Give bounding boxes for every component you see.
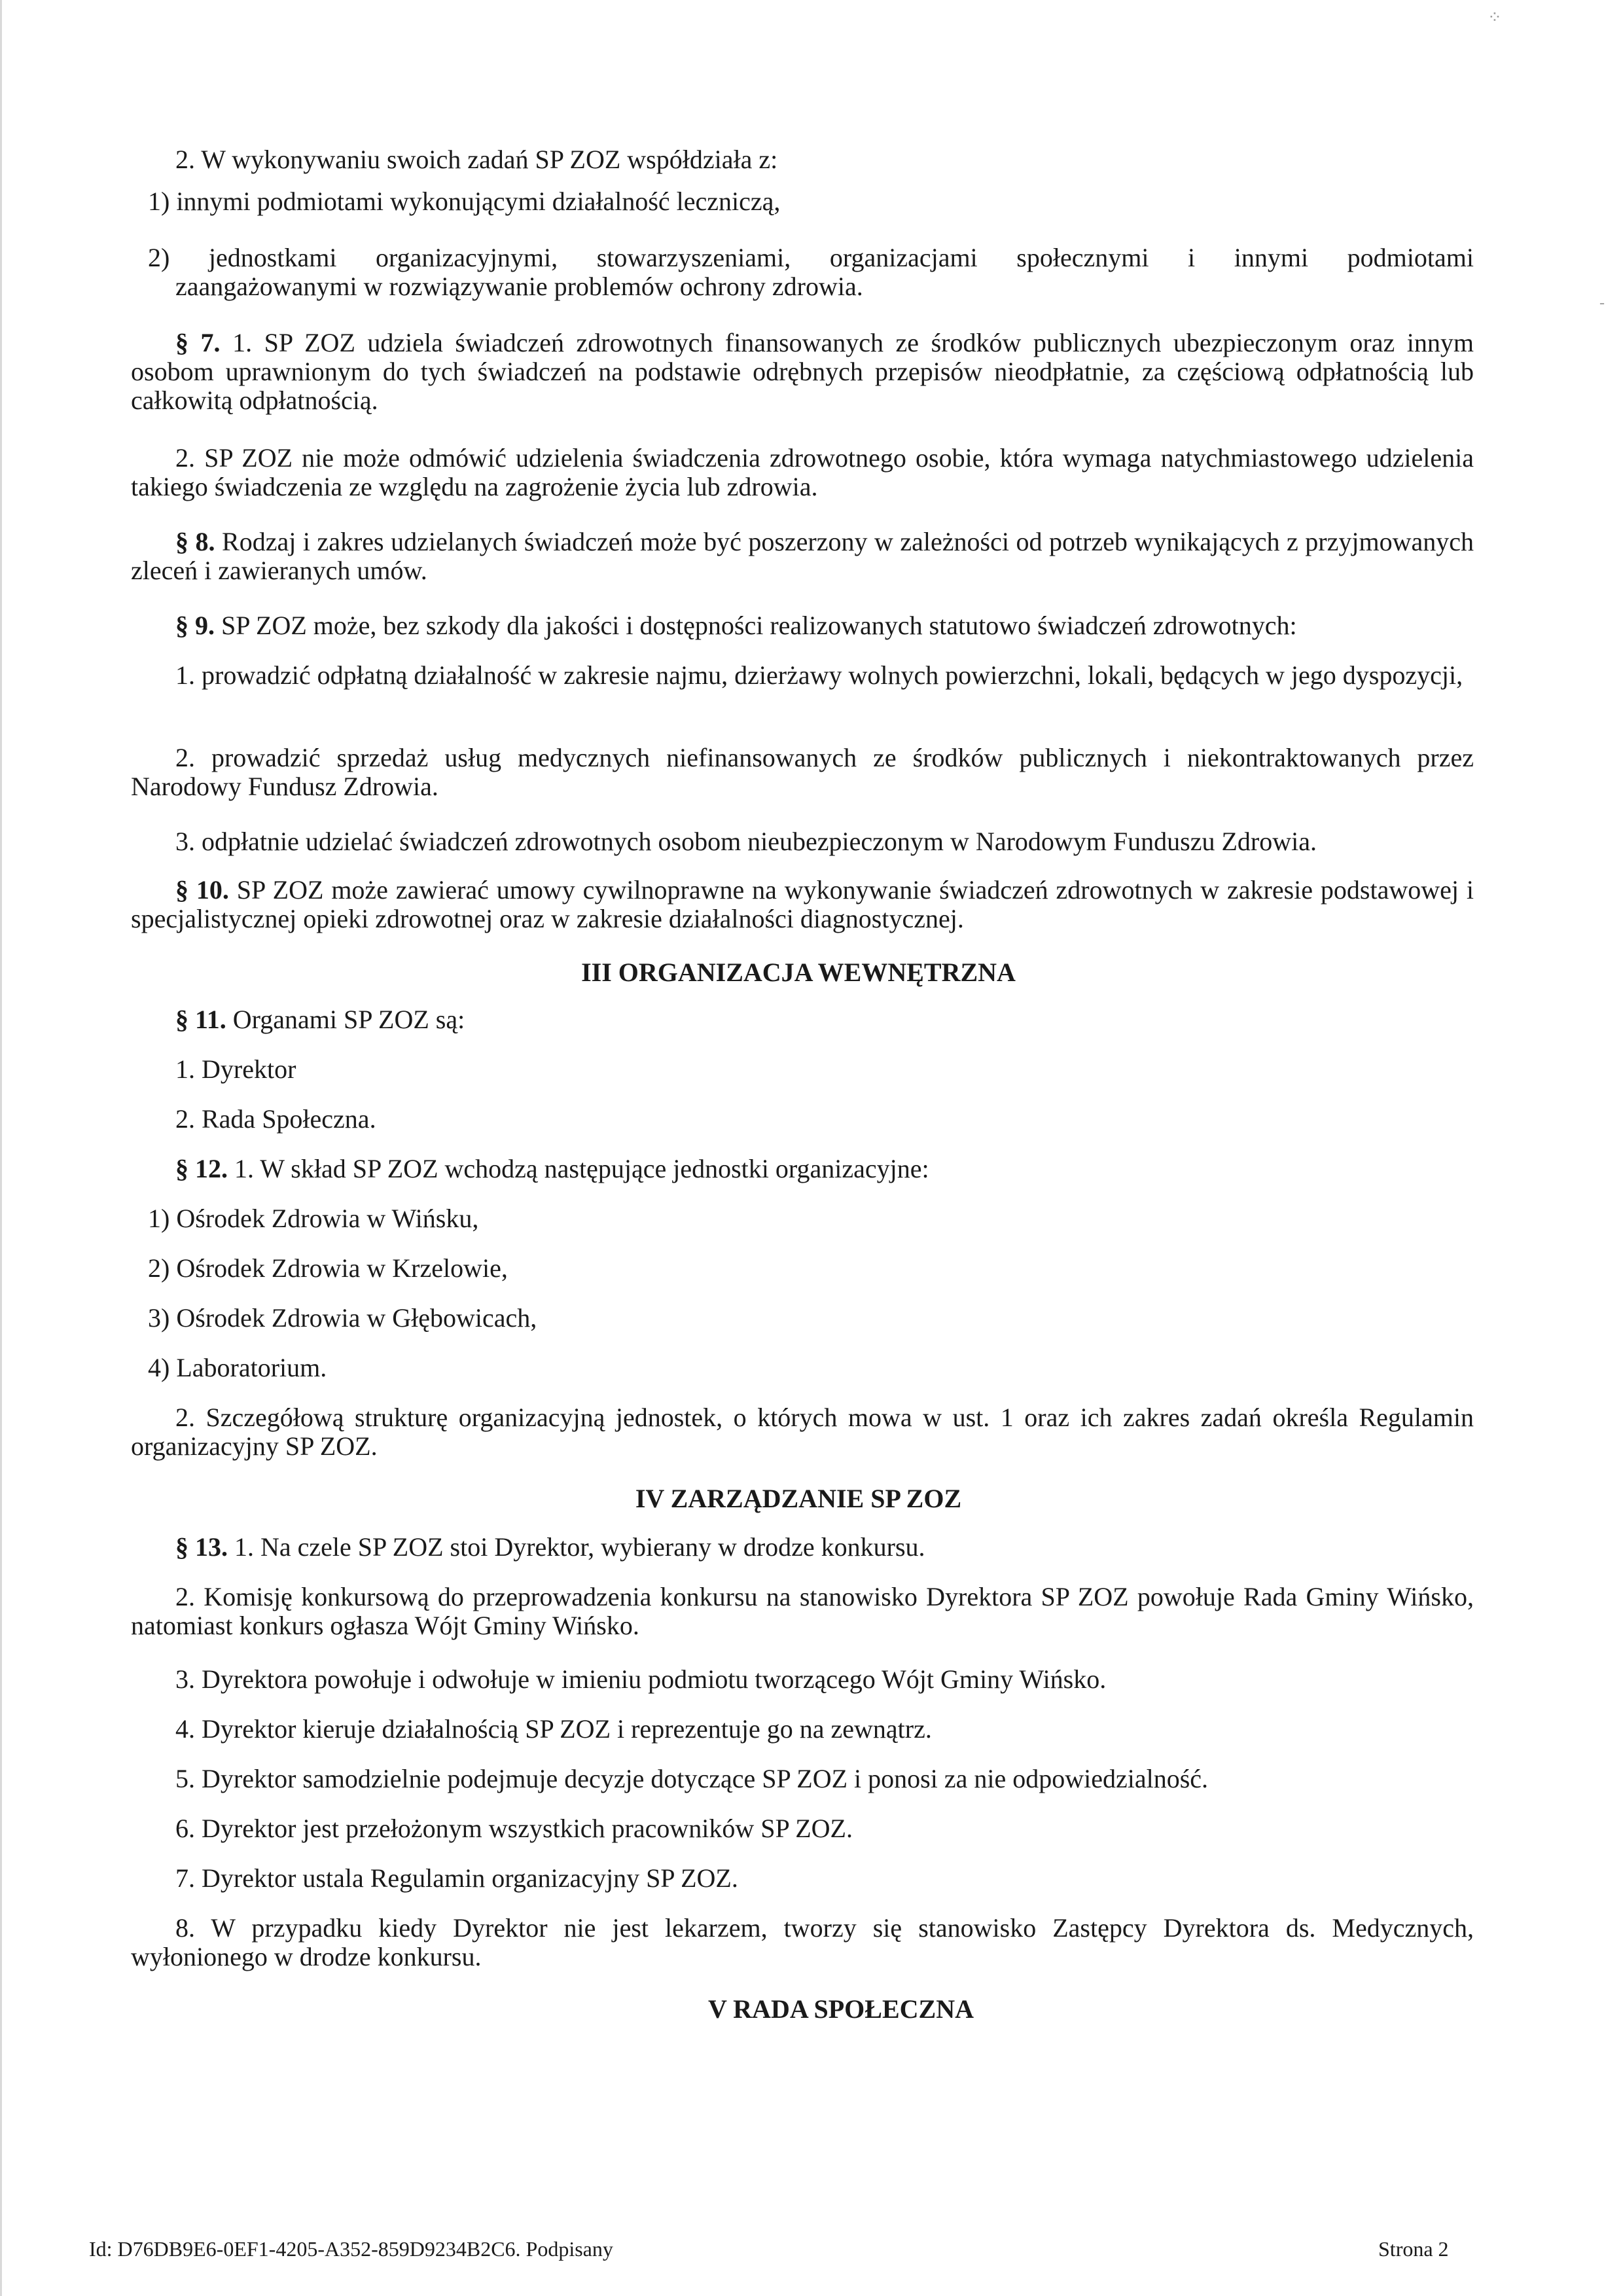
section-9-item-2: 2. prowadzić sprzedaż usług medycznych niefinansowanych ze środków publicznych i niekontraktowanych przez Narodowy Fundusz Zdrowia. bbox=[131, 743, 1474, 801]
section-sign-8: § 8. bbox=[175, 527, 215, 556]
section-9-text: SP ZOZ może, bez szkody dla jakości i dostępności realizowanych statutowo świadczeń zdrowotnych: bbox=[221, 611, 1297, 640]
section-11-paragraph bbox=[175, 1005, 465, 1034]
section-13-paragraph-1 bbox=[175, 1533, 925, 1562]
section-13-paragraph-4: 4. Dyrektor kieruje działalnością SP ZOZ i reprezentuje go na zewnątrz. bbox=[175, 1714, 932, 1744]
list-item-2-1: 1) innymi podmiotami wykonującymi działalność leczniczą, bbox=[148, 187, 781, 216]
heading-zarzadzanie: IV ZARZĄDZANIE SP ZOZ bbox=[635, 1484, 962, 1513]
section-13-paragraph-2: 2. Komisję konkursową do przeprowadzenia konkursu na stanowisko Dyrektora SP ZOZ powołuje Rada Gminy Wińsko, natomiast konkurs ogłasza Wójt Gminy Wińsko. bbox=[131, 1582, 1474, 1640]
section-13-paragraph-8: 8. W przypadku kiedy Dyrektor nie jest lekarzem, tworzy się stanowisko Zastępcy Dyrektora ds. Medycznych, wyłonionego w drodze konkursu. bbox=[131, 1913, 1474, 1971]
list-item-2-2-line1: 2) jednostkami organizacyjnymi, stowarzyszeniami, organizacjami społecznymi i innymi podmiotami bbox=[148, 243, 1474, 272]
section-7-paragraph-2: 2. SP ZOZ nie może odmówić udzielenia świadczenia zdrowotnego osobie, która wymaga natychmiastowego udzielenia takiego świadczenia ze względu na zagrożenie życia lub zdrowia. bbox=[131, 443, 1474, 501]
list-item-2-2-line2: zaangażowanymi w rozwiązywanie problemów ochrony zdrowia. bbox=[175, 272, 863, 301]
section-10-text: SP ZOZ może zawierać umowy cywilnoprawne na wykonywanie świadczeń zdrowotnych w zakresie podstawowej i specjalistycznej opieki zdrowotnej oraz w zakresie działalności diagnostycznej. bbox=[131, 875, 1474, 933]
section-12-paragraph-2: 2. Szczegółową strukturę organizacyjną jednostek, o których mowa w ust. 1 oraz ich zakres zadań określa Regulamin organizacyjny SP ZOZ. bbox=[131, 1403, 1474, 1461]
section-9-item-1: 1. prowadzić odpłatną działalność w zakresie najmu, dzierżawy wolnych powierzchni, lokali, będących w jego dyspozycji, bbox=[175, 660, 1463, 690]
section-7-paragraph-1 bbox=[131, 329, 1474, 415]
section-12-text-1: 1. W skład SP ZOZ wchodzą następujące jednostki organizacyjne: bbox=[234, 1154, 929, 1183]
section-13-paragraph-6: 6. Dyrektor jest przełożonym wszystkich pracowników SP ZOZ. bbox=[175, 1814, 853, 1843]
scan-edge bbox=[0, 0, 2, 2296]
paragraph-2: 2. W wykonywaniu swoich zadań SP ZOZ współdziała z: bbox=[175, 145, 778, 174]
section-13-paragraph-3: 3. Dyrektora powołuje i odwołuje w imieniu podmiotu tworzącego Wójt Gminy Wińsko. bbox=[175, 1664, 1107, 1694]
section-9-paragraph bbox=[131, 611, 1474, 640]
unit-item-4: 4) Laboratorium. bbox=[148, 1353, 327, 1382]
unit-item-3: 3) Ośrodek Zdrowia w Głębowicach, bbox=[148, 1303, 537, 1333]
section-13-paragraph-5: 5. Dyrektor samodzielnie podejmuje decyzje dotyczące SP ZOZ i ponosi za nie odpowiedzialność. bbox=[175, 1764, 1209, 1793]
section-sign-13: § 13. bbox=[175, 1532, 228, 1562]
section-12-paragraph-1 bbox=[175, 1155, 929, 1183]
heading-rada-spoleczna: V RADA SPOŁECZNA bbox=[708, 1994, 974, 2024]
section-sign-12: § 12. bbox=[175, 1154, 228, 1183]
section-11-item-1: 1. Dyrektor bbox=[175, 1054, 296, 1084]
heading-organizacja-wewnetrzna: III ORGANIZACJA WEWNĘTRZNA bbox=[581, 958, 1016, 987]
footer-document-id: Id: D76DB9E6-0EF1-4205-A352-859D9234B2C6. Podpisany bbox=[89, 2237, 613, 2261]
section-13-paragraph-7: 7. Dyrektor ustala Regulamin organizacyjny SP ZOZ. bbox=[175, 1863, 738, 1893]
section-8-text: Rodzaj i zakres udzielanych świadczeń może być poszerzony w zależności od potrzeb wynikających z przyjmowanych zleceń i zawieranych umów. bbox=[131, 527, 1474, 585]
section-13-text-1: 1. Na czele SP ZOZ stoi Dyrektor, wybierany w drodze konkursu. bbox=[234, 1532, 925, 1562]
scan-artifact-dash: - bbox=[1599, 295, 1605, 312]
unit-item-2: 2) Ośrodek Zdrowia w Krzelowie, bbox=[148, 1253, 508, 1283]
scan-artifact: ⁘ bbox=[1488, 8, 1502, 27]
section-9-item-3: 3. odpłatnie udzielać świadczeń zdrowotnych osobom nieubezpieczonym w Narodowym Funduszu Zdrowia. bbox=[175, 827, 1317, 856]
footer-page-number: Strona 2 bbox=[1378, 2237, 1449, 2261]
section-11-text: Organami SP ZOZ są: bbox=[232, 1005, 465, 1034]
section-8-paragraph bbox=[131, 528, 1474, 585]
section-sign-9: § 9. bbox=[175, 611, 215, 640]
section-sign-7: § 7. bbox=[175, 328, 221, 357]
section-sign-10: § 10. bbox=[175, 875, 229, 905]
section-sign-11: § 11. bbox=[175, 1005, 226, 1034]
section-11-item-2: 2. Rada Społeczna. bbox=[175, 1104, 376, 1134]
section-10-paragraph bbox=[131, 876, 1474, 933]
unit-item-1: 1) Ośrodek Zdrowia w Wińsku, bbox=[148, 1204, 479, 1233]
section-7-text-1: 1. SP ZOZ udziela świadczeń zdrowotnych finansowanych ze środków publicznych ubezpieczonym oraz innym osobom uprawnionym do tych świadczeń na podstawie odrębnych przepisów nieodpłatnie, za częściową odpłatnością lub całkowitą odpłatnością. bbox=[131, 328, 1474, 415]
